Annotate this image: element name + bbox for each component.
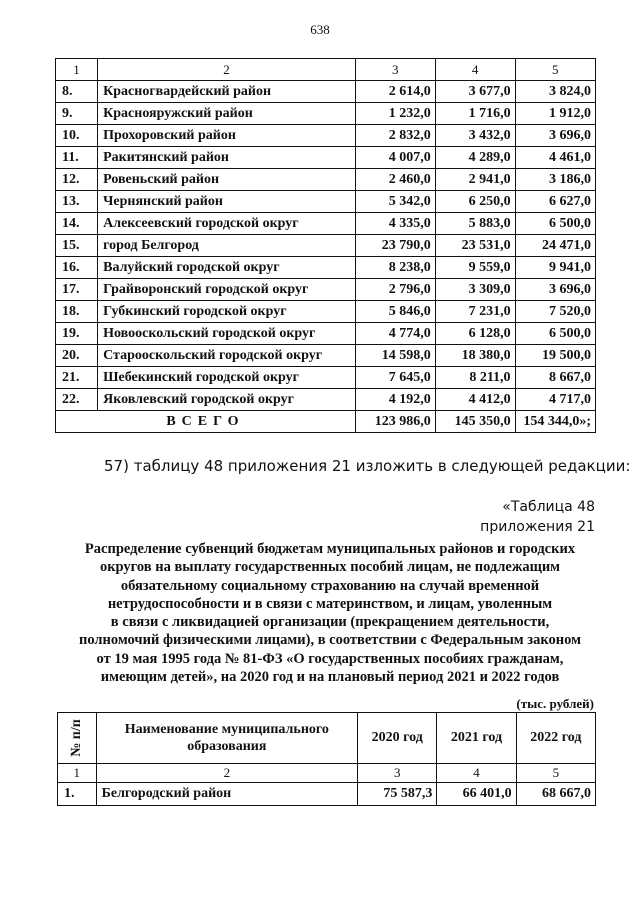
value-2021: 66 401,0: [437, 783, 516, 806]
row-number: 15.: [56, 235, 98, 257]
header-year-2022: 2022 год: [516, 713, 595, 764]
row-number: 14.: [56, 213, 98, 235]
value-2020: 1 232,0: [355, 103, 435, 125]
value-2020: 2 614,0: [355, 81, 435, 103]
value-2022: 24 471,0: [515, 235, 595, 257]
subvention-table-48: [57, 712, 596, 806]
municipality-name: город Белгород: [98, 235, 356, 257]
row-number: 17.: [56, 279, 98, 301]
total-row: [56, 411, 596, 433]
total-2020: 123 986,0: [355, 411, 435, 433]
value-2020: 2 832,0: [355, 125, 435, 147]
value-2020: 23 790,0: [355, 235, 435, 257]
municipality-name: Новооскольский городской округ: [98, 323, 356, 345]
column-index: 1: [58, 764, 97, 783]
value-2022: 19 500,0: [515, 345, 595, 367]
caption-appendix: приложения 21: [480, 519, 595, 535]
unit-label: (тыс. рублей): [516, 696, 594, 711]
value-2021: 5 883,0: [435, 213, 515, 235]
amendment-paragraph: 57) таблицу 48 приложения 21 изложить в следующей редакции:: [104, 457, 631, 475]
value-2022: 3 824,0: [515, 81, 595, 103]
value-2022: 7 520,0: [515, 301, 595, 323]
table-row: [56, 279, 596, 301]
column-index: 3: [358, 764, 437, 783]
municipality-name: Краснояружский район: [98, 103, 356, 125]
title-line: нетрудоспособности и в связи с материнством, и лицам, уволенным: [107, 595, 553, 612]
municipality-name: Ровеньский район: [98, 169, 356, 191]
value-2022: 4 717,0: [515, 389, 595, 411]
table-row: [56, 301, 596, 323]
table-row: [56, 147, 596, 169]
value-2020: 5 846,0: [355, 301, 435, 323]
municipality-name: Белгородский район: [96, 783, 357, 806]
title-line: полномочий физическими лицами), в соответствии с Федеральным законом: [79, 632, 581, 649]
row-number: 18.: [56, 301, 98, 323]
value-2021: 7 231,0: [435, 301, 515, 323]
value-2021: 6 250,0: [435, 191, 515, 213]
value-2020: 4 192,0: [355, 389, 435, 411]
column-index: 4: [437, 764, 516, 783]
table-row: [56, 213, 596, 235]
municipality-name: Валуйский городской округ: [98, 257, 356, 279]
caption-table-number: «Таблица 48: [502, 499, 595, 515]
value-2020: 5 342,0: [355, 191, 435, 213]
value-2022: 9 941,0: [515, 257, 595, 279]
value-2022: 6 500,0: [515, 213, 595, 235]
table-caption: [480, 497, 595, 537]
value-2020: 2 796,0: [355, 279, 435, 301]
value-2022: 1 912,0: [515, 103, 595, 125]
title-line: обязательному социальному страхованию на случай временной: [120, 577, 540, 594]
total-label: ВСЕГО: [56, 411, 356, 433]
row-number: 12.: [56, 169, 98, 191]
row-number: 11.: [56, 147, 98, 169]
municipality-name: Грайворонский городской округ: [98, 279, 356, 301]
row-number: 21.: [56, 367, 98, 389]
value-2022: 3 696,0: [515, 279, 595, 301]
total-2022: 154 344,0»;: [515, 411, 595, 433]
table-row: [56, 323, 596, 345]
value-2021: 8 211,0: [435, 367, 515, 389]
value-2021: 9 559,0: [435, 257, 515, 279]
column-index-row: [56, 59, 596, 81]
table-row: [56, 169, 596, 191]
table-row: [56, 125, 596, 147]
value-2020: 7 645,0: [355, 367, 435, 389]
subvention-table-continued: [55, 58, 596, 433]
table-row: [58, 783, 596, 806]
table-row: [56, 389, 596, 411]
value-2021: 2 941,0: [435, 169, 515, 191]
value-2020: 8 238,0: [355, 257, 435, 279]
row-number: 19.: [56, 323, 98, 345]
table-row: [56, 257, 596, 279]
title-line: в связи с ликвидацией организации (прекращением деятельности,: [110, 614, 550, 631]
table-title: [60, 540, 600, 686]
value-2020: 75 587,3: [358, 783, 437, 806]
value-2022: 6 500,0: [515, 323, 595, 345]
value-2021: 6 128,0: [435, 323, 515, 345]
table-row: [56, 103, 596, 125]
value-2021: 3 677,0: [435, 81, 515, 103]
municipality-name: Губкинский городской округ: [98, 301, 356, 323]
municipality-name: Ракитянский район: [98, 147, 356, 169]
row-number: 1.: [58, 783, 97, 806]
municipality-name: Прохоровский район: [98, 125, 356, 147]
title-line: имеющим детей», на 2020 год и на плановый период 2021 и 2022 годов: [100, 669, 560, 686]
page-number: 638: [310, 22, 330, 37]
value-2021: 23 531,0: [435, 235, 515, 257]
value-2022: 8 667,0: [515, 367, 595, 389]
value-2021: 3 432,0: [435, 125, 515, 147]
value-2020: 2 460,0: [355, 169, 435, 191]
municipality-name: Яковлевский городской округ: [98, 389, 356, 411]
header-year-2020: 2020 год: [358, 713, 437, 764]
value-2021: 18 380,0: [435, 345, 515, 367]
row-number: 20.: [56, 345, 98, 367]
column-index: 3: [355, 59, 435, 81]
municipality-name: Алексеевский городской округ: [98, 213, 356, 235]
table-row: [56, 367, 596, 389]
value-2020: 4 335,0: [355, 213, 435, 235]
row-number: 10.: [56, 125, 98, 147]
column-index: 5: [516, 764, 595, 783]
value-2021: 3 309,0: [435, 279, 515, 301]
value-2020: 14 598,0: [355, 345, 435, 367]
value-2020: 4 007,0: [355, 147, 435, 169]
value-2022: 6 627,0: [515, 191, 595, 213]
table-row: [56, 235, 596, 257]
table-header-row: [58, 713, 596, 764]
table-row: [56, 345, 596, 367]
value-2022: 3 186,0: [515, 169, 595, 191]
table-row: [56, 191, 596, 213]
municipality-name: Красногвардейский район: [98, 81, 356, 103]
header-year-2021: 2021 год: [437, 713, 516, 764]
value-2022: 68 667,0: [516, 783, 595, 806]
column-index: 5: [515, 59, 595, 81]
municipality-name: Шебекинский городской округ: [98, 367, 356, 389]
title-line: Распределение субвенций бюджетам муниципальных районов и городских: [84, 541, 576, 557]
row-number: 22.: [56, 389, 98, 411]
row-number: 13.: [56, 191, 98, 213]
column-index-row: [58, 764, 596, 783]
value-2022: 4 461,0: [515, 147, 595, 169]
header-municipality: Наименование муниципального образования: [96, 713, 357, 764]
municipality-name: Чернянский район: [98, 191, 356, 213]
total-2021: 145 350,0: [435, 411, 515, 433]
row-number: 8.: [56, 81, 98, 103]
column-index: 4: [435, 59, 515, 81]
title-line: округов на выплату государственных пособий лицам, не подлежащим: [99, 559, 561, 576]
column-index: 2: [96, 764, 357, 783]
title-line: от 19 мая 1995 года № 81-ФЗ «О государственных пособиях гражданам,: [96, 650, 564, 667]
table-row: [56, 81, 596, 103]
column-index: 2: [98, 59, 356, 81]
value-2021: 4 412,0: [435, 389, 515, 411]
value-2021: 1 716,0: [435, 103, 515, 125]
value-2021: 4 289,0: [435, 147, 515, 169]
value-2022: 3 696,0: [515, 125, 595, 147]
municipality-name: Старооскольский городской округ: [98, 345, 356, 367]
header-number: № п/п: [58, 713, 97, 764]
value-2020: 4 774,0: [355, 323, 435, 345]
column-index: 1: [56, 59, 98, 81]
row-number: 9.: [56, 103, 98, 125]
row-number: 16.: [56, 257, 98, 279]
